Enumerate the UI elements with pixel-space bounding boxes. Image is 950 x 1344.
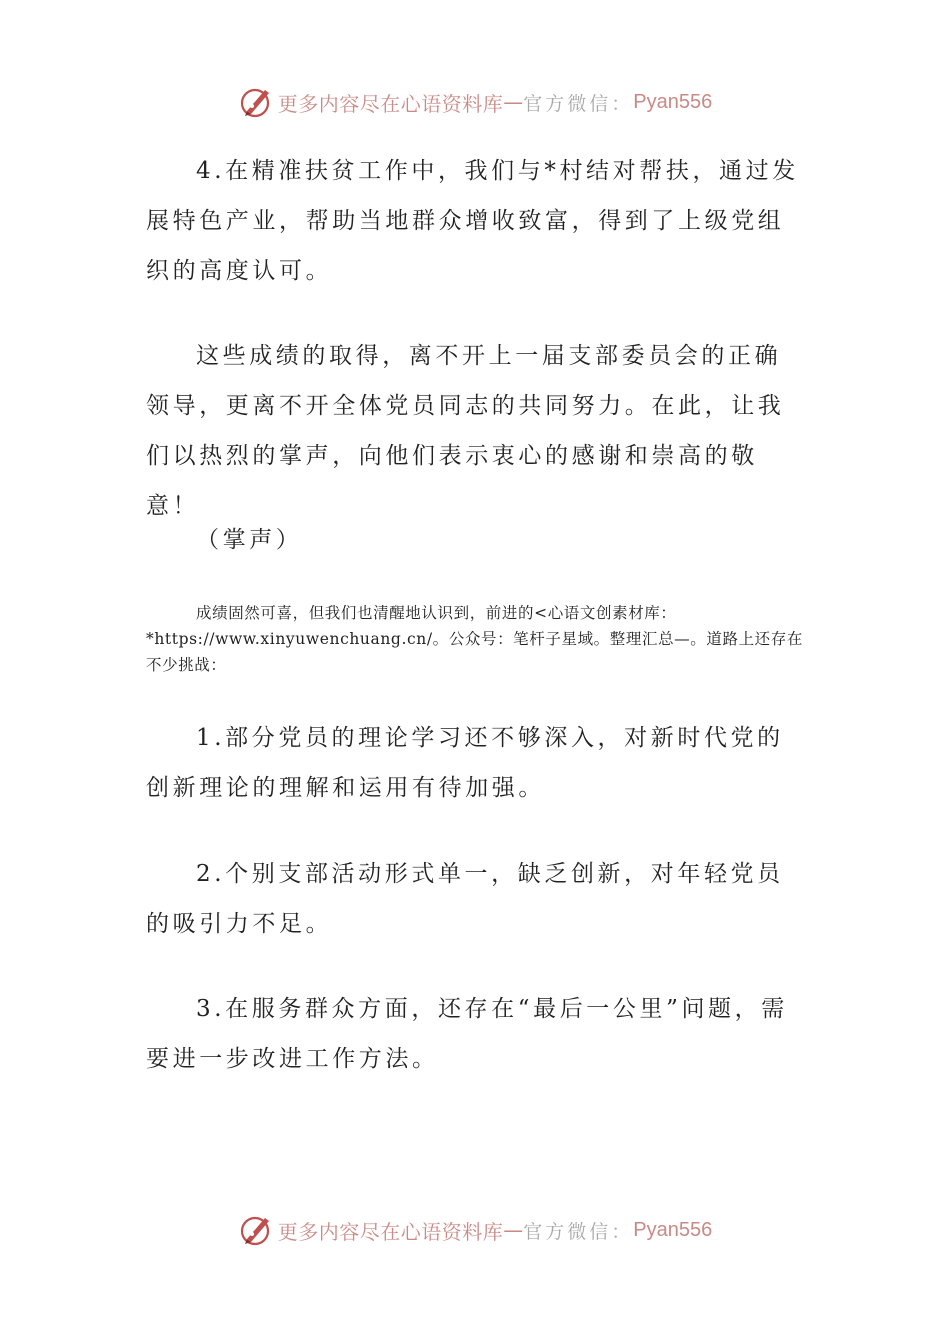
- pen-nib-logo-icon: [238, 1212, 274, 1248]
- banner-separator: —: [503, 90, 524, 114]
- banner-sub-text: 官方微信：: [523, 92, 634, 115]
- banner-main-text: 更多内容尽在心语资料库: [277, 1219, 504, 1244]
- paragraph-challenges-intro: 成绩固然可喜，但我们也清醒地认识到，前进的<心语文创素材库：*https://www.xinyuwenchuang.cn/。公众号：笔杆子星域。整理汇总—。道路上还存在不少挑战：: [146, 604, 803, 674]
- banner-main-text: 更多内容尽在心语资料库: [277, 91, 504, 116]
- pen-nib-logo-icon: [238, 84, 274, 120]
- footer-banner: [0, 1208, 950, 1252]
- paragraph-challenge-3: 3.在服务群众方面，还存在“最后一公里”问题，需要进一步改进工作方法。: [146, 996, 788, 1072]
- banner-wechat-id: Pyan556: [633, 90, 713, 113]
- banner-sub-text: 官方微信：: [523, 1220, 634, 1243]
- paragraph-challenge-2: 2.个别支部活动形式单一，缺乏创新，对年轻党员的吸引力不足。: [146, 861, 784, 937]
- paragraph-item-4: 4.在精准扶贫工作中，我们与*村结对帮扶，通过发展特色产业，帮助当地群众增收致富，得到了上级党组织的高度认可。: [146, 158, 799, 284]
- paragraph-challenge-1: 1.部分党员的理论学习还不够深入，对新时代党的创新理论的理解和运用有待加强。: [146, 725, 784, 801]
- banner-wechat-id: Pyan556: [633, 1218, 713, 1241]
- paragraph-thanks: 这些成绩的取得，离不开上一届支部委员会的正确领导，更离不开全体党员同志的共同努力。在此，让我们以热烈的掌声，向他们表示衷心的感谢和崇高的敬意！: [146, 343, 785, 519]
- header-banner: [0, 80, 950, 124]
- paragraph-applause: （掌声）: [196, 527, 303, 553]
- banner-separator: —: [503, 1218, 524, 1242]
